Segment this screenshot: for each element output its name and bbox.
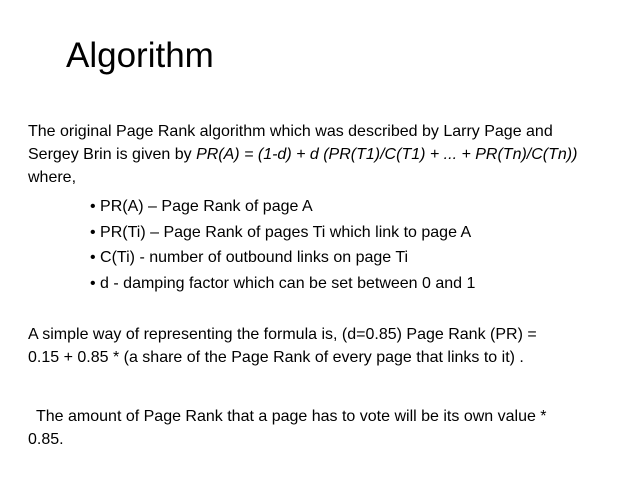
slide-title: Algorithm — [66, 36, 214, 75]
list-item: • PR(A) – Page Rank of page A — [90, 198, 313, 215]
vote-line-2: 0.85. — [28, 431, 64, 448]
vote-paragraph — [28, 405, 628, 451]
list-item: • C(Ti) - number of outbound links on page Ti — [90, 249, 409, 266]
definition-list — [90, 194, 475, 296]
pagerank-formula: PR(A) = (1-d) + d (PR(T1)/C(T1) + ... + PR(Tn)/C(Tn)) — [196, 146, 578, 163]
intro-line-1: The original Page Rank algorithm which was described by Larry Page and — [28, 123, 553, 140]
vote-line-1: The amount of Page Rank that a page has to vote will be its own value * — [36, 408, 547, 425]
formula-line-2: 0.15 + 0.85 * (a share of the Page Rank of every page that links to it) . — [28, 349, 524, 366]
intro-paragraph — [28, 120, 628, 189]
formula-line-1: A simple way of representing the formula is, (d=0.85) Page Rank (PR) = — [28, 326, 537, 343]
intro-line-3: where, — [28, 169, 77, 186]
intro-line-2-prefix: Sergey Brin is given by — [28, 146, 197, 163]
list-item: • d - damping factor which can be set between 0 and 1 — [90, 274, 476, 292]
list-item: • PR(Ti) – Page Rank of pages Ti which link to page A — [90, 223, 472, 241]
formula-paragraph — [28, 323, 628, 369]
intro-line-2 — [28, 143, 628, 166]
